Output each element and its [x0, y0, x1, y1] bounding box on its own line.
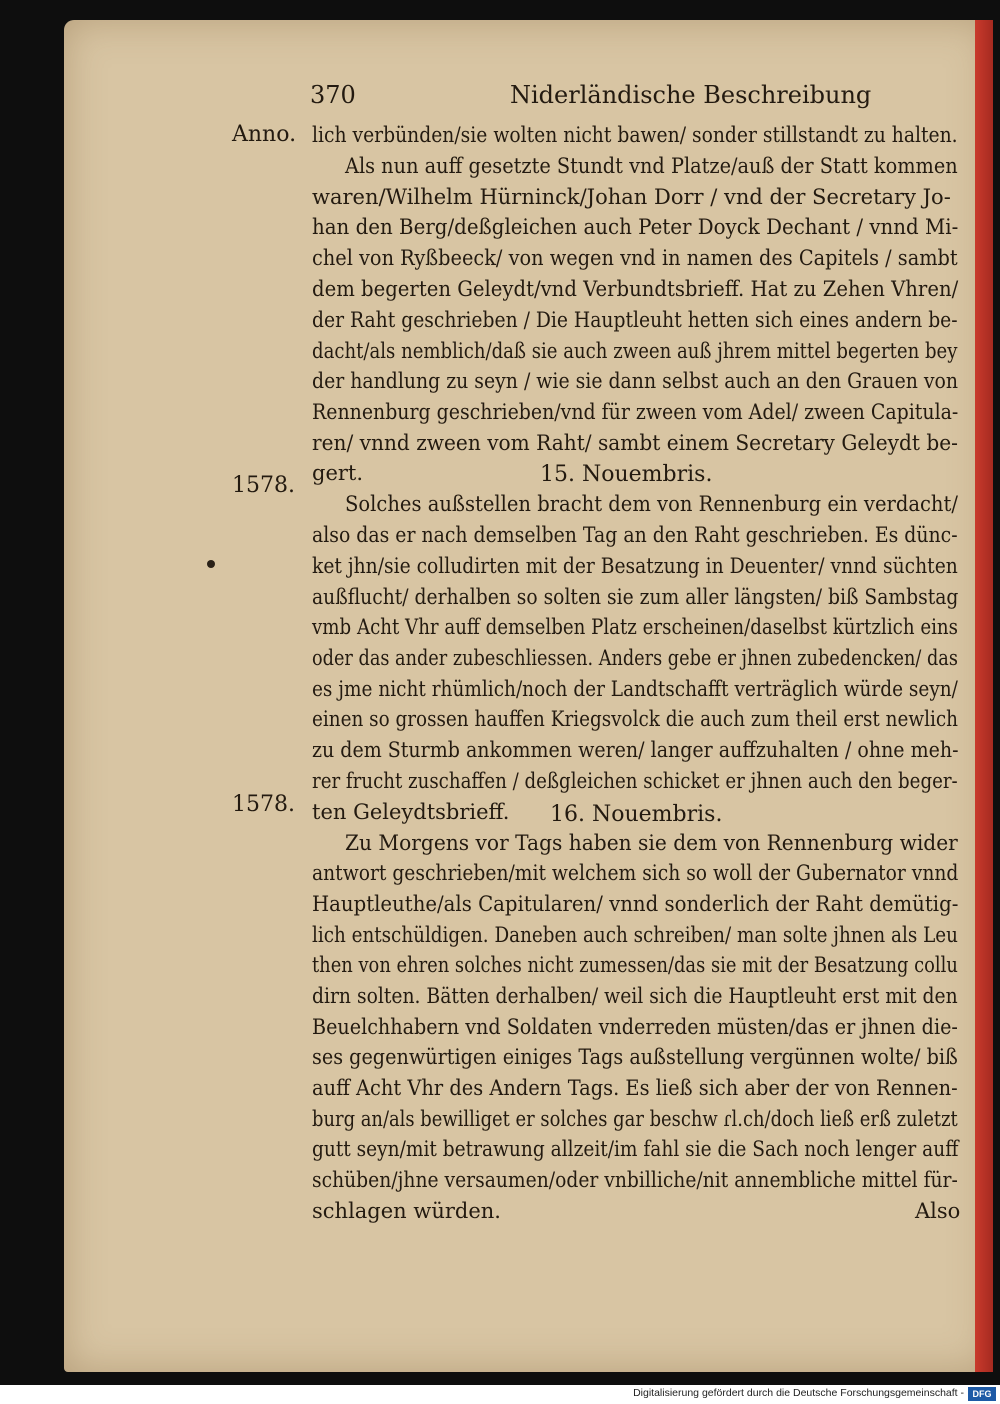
text-line: also das er nach demselben Tag an den Raht geschrieben. Es dünc- — [312, 523, 958, 547]
text-line: Als nun auff gesetzte Stundt vnd Platze/auß der Statt kommen — [345, 154, 958, 178]
ink-spot — [207, 560, 215, 568]
text-line: han den Berg/deßgleichen auch Peter Doyck Dechant / vnnd Mi- — [312, 215, 959, 239]
running-title: Niderländische Beschreibung — [510, 81, 872, 109]
page-edge-marker — [975, 20, 993, 1372]
text-line: dem begerten Geleydt/vnd Verbundtsbrieff. Hat zu Zehen Vhren/ — [312, 277, 959, 301]
text-line: ten Geleydtsbrieff. — [312, 800, 510, 824]
margin-note-year: 1578. — [232, 792, 295, 817]
text-line: Beuelchhabern vnd Soldaten vnderreden müsten/das er jhnen die- — [312, 1015, 958, 1039]
text-line: Hauptleuthe/als Capitularen/ vnnd sonderlich der Raht demütig- — [312, 892, 959, 916]
text-line: auff Acht Vhr des Andern Tags. Es ließ sich aber der von Rennen- — [312, 1076, 958, 1100]
text-line: lich verbünden/sie wolten nicht bawen/ sonder stillstandt zu halten. — [312, 123, 958, 147]
catchword: Also — [915, 1199, 961, 1223]
text-line: Solches außstellen bracht dem von Rennenburg ein verdacht/ — [345, 492, 958, 516]
text-line: Zu Morgens vor Tags haben sie dem von Rennenburg wider — [345, 831, 958, 855]
text-line: ren/ vnnd zween vom Raht/ sambt einem Secretary Geleydt be- — [312, 431, 958, 455]
margin-note-year: 1578. — [232, 473, 295, 498]
text-line: zu dem Sturmb ankommen weren/ langer auffzuhalten / ohne meh- — [312, 738, 959, 762]
text-line: Rennenburg geschrieben/vnd für zween vom Adel/ zween Capitula- — [312, 400, 959, 424]
text-line: dirn solten. Bätten derhalben/ weil sich die Hauptleuht erst mit den — [312, 984, 958, 1008]
text-line: der handlung zu seyn / wie sie dann selbst auch an den Grauen von — [312, 369, 959, 393]
text-line: then von ehren solches nicht zumessen/das sie mit der Besatzung collu — [312, 953, 958, 977]
text-line: gert. — [312, 461, 364, 485]
text-line: lich entschüldigen. Daneben auch schreiben/ man solte jhnen als Leu — [312, 923, 958, 947]
date-heading: 16. Nouembris. — [550, 802, 723, 827]
text-line: einen so grossen hauffen Kriegsvolck die auch zum theil erst newlich — [312, 707, 958, 731]
text-line: außflucht/ derhalben so solten sie zum aller längsten/ biß Sambstag — [312, 585, 959, 609]
text-line: burg an/als bewilliget er solches gar beschw ɾl.ch/doch ließ erß zuletzt — [312, 1107, 958, 1131]
text-line: rer frucht zuschaffen / deßgleichen schicket er jhnen auch den beger- — [312, 769, 958, 793]
text-line: schüben/jhne versaumen/oder vnbilliche/nit annembliche mittel für- — [312, 1168, 958, 1192]
margin-note-anno: Anno. — [232, 122, 297, 147]
funding-notice: Digitalisierung gefördert durch die Deutsche Forschungsgemeinschaft - — [633, 1387, 964, 1399]
text-line: dacht/als nemblich/daß sie auch zween auß jhrem mittel begerten bey — [312, 339, 958, 363]
date-heading: 15. Nouembris. — [540, 462, 713, 487]
text-line: vmb Acht Vhr auff demselben Platz erscheinen/daselbst kürtzlich eins — [312, 615, 958, 639]
page-number: 370 — [310, 81, 356, 109]
text-line: gutt seyn/mit betrawung allzeit/im fahl sie die Sach noch lenger auff — [312, 1137, 959, 1161]
footer-bar — [0, 1385, 1000, 1404]
text-line: es jme nicht rhümlich/noch der Landtschafft verträglich würde seyn/ — [312, 677, 958, 701]
text-line: chel von Ryßbeeck/ von wegen vnd in namen des Capitels / sambt — [312, 246, 958, 270]
text-line: ses gegenwürtigen einiges Tags außstellung vergünnen wolte/ biß — [312, 1045, 958, 1069]
text-line: schlagen würden. — [312, 1199, 501, 1223]
text-line: antwort geschrieben/mit welchem sich so woll der Gubernator vnnd — [312, 861, 959, 885]
text-line: der Raht geschrieben / Die Hauptleuht hetten sich eines andern be- — [312, 308, 958, 332]
text-line: ket jhn/sie colludirten mit der Besatzung in Deuenter/ vnnd süchten — [312, 554, 958, 578]
text-line: waren/Wilhelm Hürninck/Johan Dorr / vnd der Secretary Jo- — [312, 185, 951, 209]
text-line: oder das ander zubeschliessen. Anders gebe er jhnen zubedencken/ das — [312, 646, 958, 670]
dfg-logo: DFG — [968, 1387, 996, 1401]
